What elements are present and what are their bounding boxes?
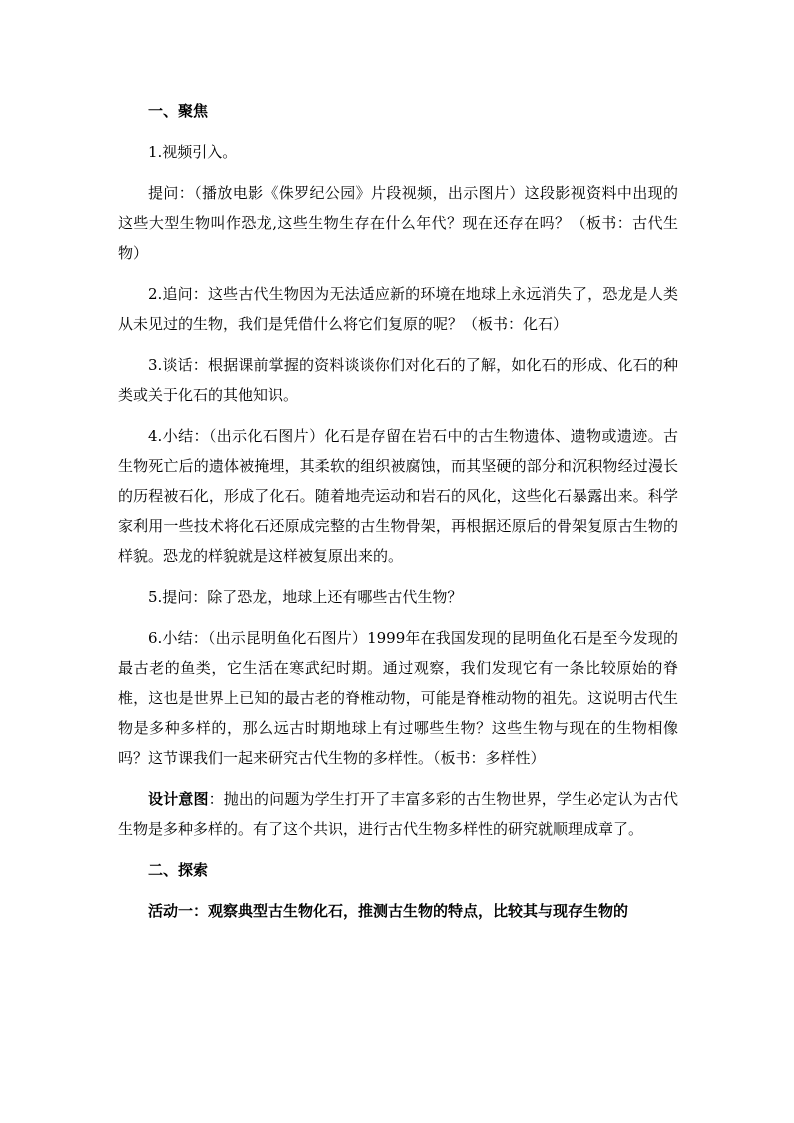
paragraph-design-intent: [118, 784, 678, 844]
paragraph-summary-kunming-fish: 6.小结：（出示昆明鱼化石图片）1999年在我国发现的昆明鱼化石是至今发现的最古老的鱼类，它生活在寒武纪时期。通过观察，我们发现它有一条比较原始的脊椎，这也是世界上已知的最古老的脊椎动物，可能是脊椎动物的祖先。这说明古代生物是多种多样的，那么远古时期地球上有过哪些生物？这些生物与现在的生物相像吗？这节课我们一起来研究古代生物的多样性。（板书：多样性）: [118, 629, 678, 767]
paragraph-discussion: 3.谈话：根据课前掌握的资料谈谈你们对化石的了解，如化石的形成、化石的种类或关于化石的其他知识。: [118, 356, 678, 404]
paragraph-follow-up: 2.追问：这些古代生物因为无法适应新的环境在地球上永远消失了，恐龙是人类从未见过的生物，我们是凭借什么将它们复原的呢？（板书：化石）: [118, 285, 678, 333]
activity-one-title: 活动一：观察典型古生物化石，推测古生物的特点，比较其与现存生物的: [148, 902, 629, 920]
paragraph-question: 提问：（播放电影《侏罗纪公园》片段视频，出示图片）这段影视资料中出现的这些大型生物叫作恐龙,这些生物生存在什么年代？现在还存在吗？（板书：古代生物）: [118, 184, 678, 262]
paragraph-summary-fossils: 4.小结：（出示化石图片）化石是存留在岩石中的古生物遗体、遗物或遗迹。古生物死亡后的遗体被掩埋，其柔软的组织被腐蚀，而其坚硬的部分和沉积物经过漫长的历程被石化，形成了化石。随着地壳运动和岩石的风化，这些化石暴露出来。科学家利用一些技术将化石还原成完整的古生物骨架，再根据还原后的骨架复原古生物的样貌。恐龙的样貌就是这样被复原出来的。: [118, 427, 678, 565]
section-heading-explore: 二、探索: [148, 861, 209, 879]
design-intent-label: 设计意图: [148, 790, 209, 808]
document-body: [118, 96, 678, 937]
paragraph-question-other-creatures: 5.提问：除了恐龙，地球上还有哪些古代生物？: [148, 588, 463, 606]
design-intent-text: ：抛出的问题为学生打开了丰富多彩的古生物世界，学生必定认为古代生物是多种多样的。有了这个共识，进行古代生物多样性的研究就顺理成章了。: [118, 790, 678, 838]
paragraph-video-intro: 1.视频引入。: [148, 143, 238, 161]
section-heading-focus: 一、聚焦: [148, 102, 209, 120]
